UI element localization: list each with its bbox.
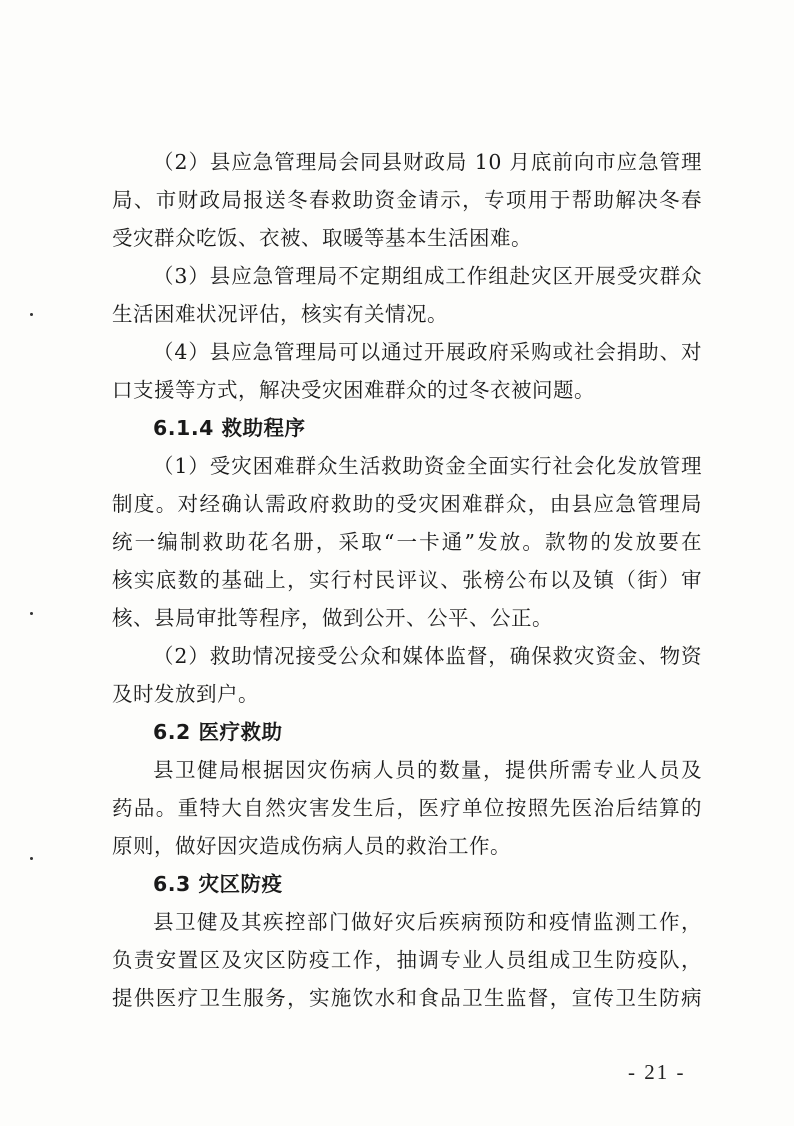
paragraph-line: （1）受灾困难群众生活救助资金全面实行社会化发放管理 <box>153 454 702 478</box>
binding-mark <box>30 857 33 860</box>
paragraph-line: 县卫健局根据因灾伤病人员的数量，提供所需专业人员及 <box>153 758 702 782</box>
paragraph-line: 统一编制救助花名册，采取“一卡通”发放。款物的发放要在 <box>112 530 702 554</box>
document-body <box>112 143 702 1017</box>
paragraph-line: （3）县应急管理局不定期组成工作组赴灾区开展受灾群众 <box>153 264 702 288</box>
paragraph-line: （2）救助情况接受公众和媒体监督，确保救灾资金、物资 <box>153 644 702 668</box>
paragraph-line: （2）县应急管理局会同县财政局 10 月底前向市应急管理 <box>153 150 702 174</box>
paragraph-line: 及时发放到户。 <box>112 682 259 706</box>
paragraph-line: 提供医疗卫生服务，实施饮水和食品卫生监督，宣传卫生防病 <box>112 986 702 1010</box>
section-heading: 6.1.4 救助程序 <box>153 416 306 440</box>
paragraph-line: （4）县应急管理局可以通过开展政府采购或社会捐助、对 <box>153 340 702 364</box>
paragraph-line: 受灾群众吃饭、衣被、取暖等基本生活困难。 <box>112 226 532 250</box>
section-heading: 6.2 医疗救助 <box>153 720 283 744</box>
paragraph-line: 制度。对经确认需政府救助的受灾困难群众，由县应急管理局 <box>112 492 702 516</box>
page-number: - 21 - <box>628 1060 686 1084</box>
binding-mark <box>30 612 33 615</box>
paragraph-line: 核实底数的基础上，实行村民评议、张榜公布以及镇（街）审 <box>112 568 702 592</box>
paragraph-line: 核、县局审批等程序，做到公开、公平、公正。 <box>112 606 553 630</box>
paragraph-line: 药品。重特大自然灾害发生后，医疗单位按照先医治后结算的 <box>112 796 702 820</box>
paragraph-line: 原则，做好因灾造成伤病人员的救治工作。 <box>112 834 511 858</box>
paragraph-line: 局、市财政局报送冬春救助资金请示，专项用于帮助解决冬春 <box>112 188 702 212</box>
paragraph-line: 县卫健及其疾控部门做好灾后疾病预防和疫情监测工作， <box>153 910 702 934</box>
paragraph-line: 口支援等方式，解决受灾困难群众的过冬衣被问题。 <box>112 378 595 402</box>
section-heading: 6.3 灾区防疫 <box>153 872 283 896</box>
paragraph-line: 负责安置区及灾区防疫工作，抽调专业人员组成卫生防疫队， <box>112 948 702 972</box>
binding-mark <box>30 313 33 316</box>
paragraph-line: 生活困难状况评估，核实有关情况。 <box>112 302 448 326</box>
